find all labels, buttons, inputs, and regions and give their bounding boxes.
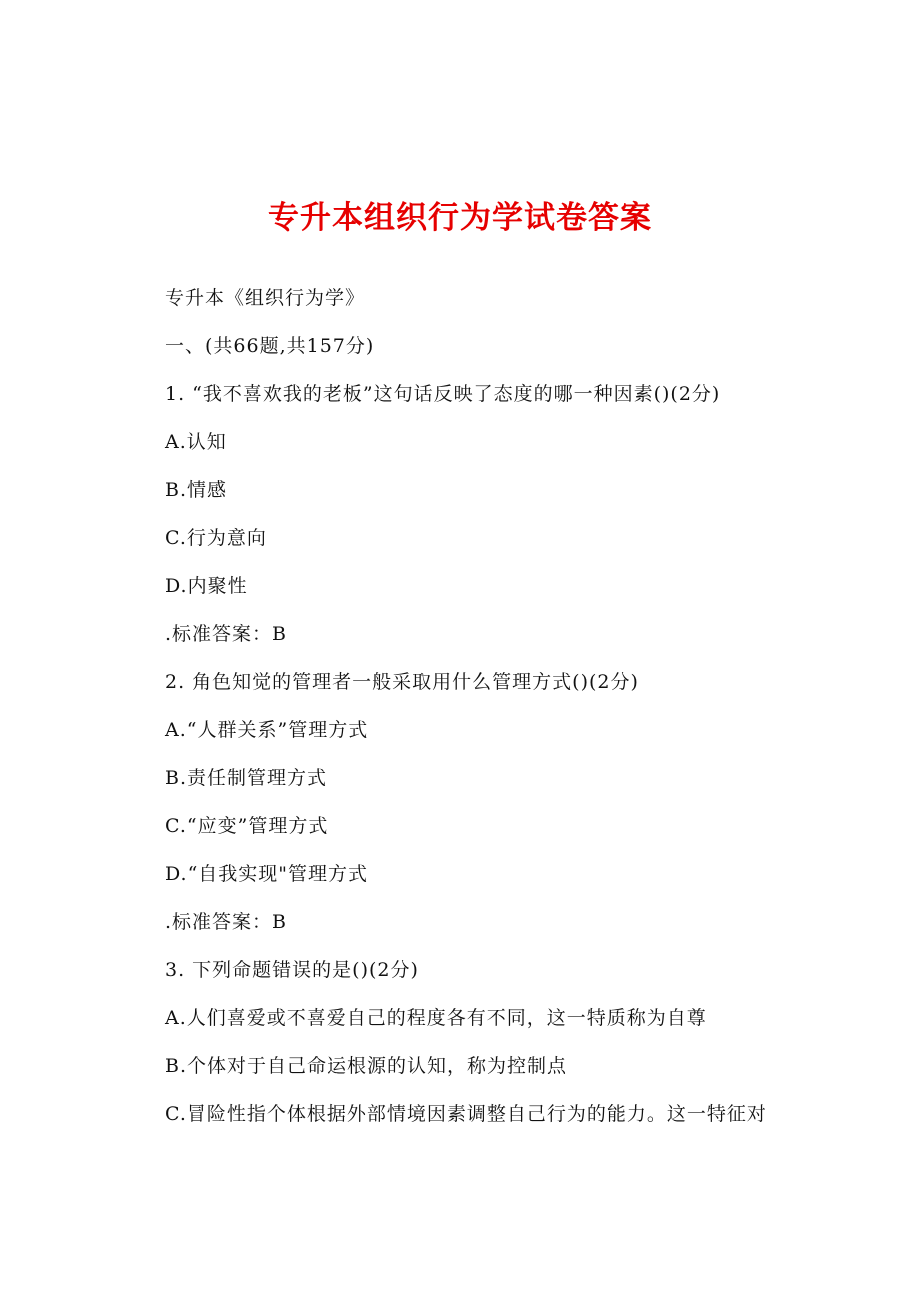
question-2-stem: 2. 角色知觉的管理者一般采取用什么管理方式()(2分) <box>165 671 639 693</box>
question-1-option-d: D.内聚性 <box>165 575 248 597</box>
question-1-answer: .标准答案：B <box>165 623 288 645</box>
question-1-option-a: A.认知 <box>165 431 227 453</box>
question-2-answer: .标准答案：B <box>165 911 288 933</box>
section-heading: 一、(共66题,共157分) <box>165 335 375 357</box>
question-1-stem: 1. “我不喜欢我的老板”这句话反映了态度的哪一种因素()(2分) <box>165 383 721 405</box>
question-3-stem: 3. 下列命题错误的是()(2分) <box>165 959 419 981</box>
course-name: 专升本《组织行为学》 <box>165 287 366 309</box>
question-2-option-a: A.“人群关系”管理方式 <box>165 719 369 741</box>
question-3-option-a: A.人们喜爱或不喜爱自己的程度各有不同，这一特质称为自尊 <box>165 1007 707 1029</box>
question-3-option-c: C.冒险性指个体根据外部情境因素调整自己行为的能力。这一特征对 <box>165 1103 767 1125</box>
question-2-option-c: C.“应变”管理方式 <box>165 815 329 837</box>
question-2-option-d: D.“自我实现"管理方式 <box>165 863 369 885</box>
question-1-option-b: B.情感 <box>165 479 228 501</box>
question-1-option-c: C.行为意向 <box>165 527 267 549</box>
question-2-option-b: B.责任制管理方式 <box>165 767 328 789</box>
document-title: 专升本组织行为学试卷答案 <box>268 200 652 236</box>
question-3-option-b: B.个体对于自己命运根源的认知，称为控制点 <box>165 1055 568 1077</box>
